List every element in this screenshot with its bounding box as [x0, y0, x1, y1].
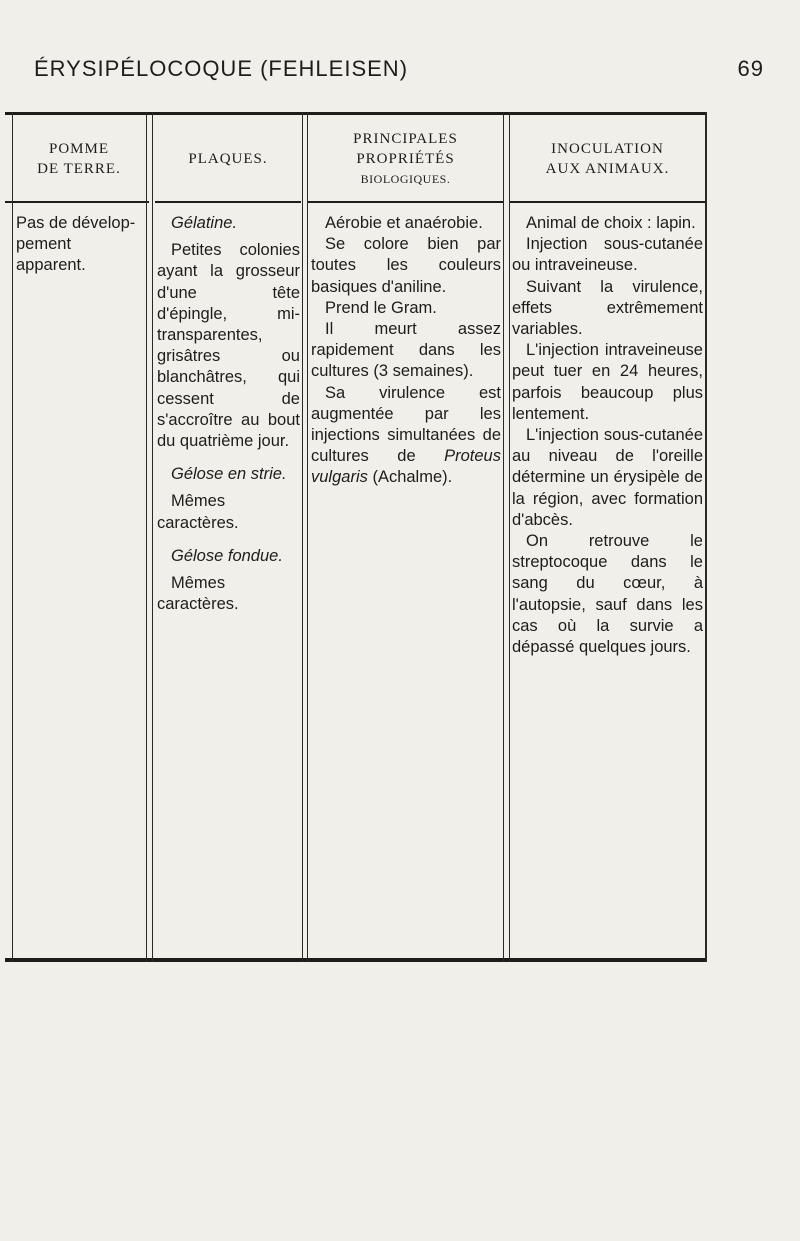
- subhead-gelose-fondue: Gélose fondue.: [171, 546, 283, 565]
- table-bottom-rule: [5, 958, 707, 962]
- cell-text: Injection sous-cutanée ou intraveineuse.: [512, 235, 703, 275]
- running-title: ÉRYSIPÉLOCOQUE (FEHLEISEN): [34, 56, 409, 81]
- cell-text: Animal de choix : lapin.: [526, 214, 696, 232]
- header-plaques: [155, 120, 301, 198]
- cell-inoculation: [512, 213, 703, 658]
- column-rule: [12, 112, 13, 962]
- header-text: BIOLOGIQUES.: [360, 172, 451, 186]
- cell-text: Pas de développement apparent.: [16, 214, 136, 275]
- column-rule: [146, 112, 147, 962]
- header-text: PLAQUES.: [188, 151, 268, 167]
- header-text: AUX ANIMAUX.: [545, 161, 670, 177]
- spacer: [157, 452, 300, 464]
- column-rule: [705, 112, 707, 962]
- cell-text: Il meurt assez rapidement dans les cultures (3 semaines).: [311, 320, 501, 381]
- header-rule: [509, 201, 707, 203]
- spacer: [157, 534, 300, 546]
- cell-text: Mêmes caractères.: [157, 574, 239, 614]
- cell-text: Mêmes caractères.: [157, 492, 239, 532]
- column-rule: [307, 112, 308, 962]
- header-text: PROPRIÉTÉS: [356, 151, 455, 167]
- cell-proprietes: [311, 213, 501, 489]
- column-rule: [509, 112, 510, 962]
- cell-text: [311, 383, 501, 489]
- cell-text: L'injection sous-cutanée au niveau de l'oreille détermine un érysipèle de la région, avec formation d'abcès.: [512, 426, 703, 529]
- subhead-gelose-strie: Gélose en strie.: [171, 465, 287, 484]
- cell-plaques: [157, 213, 300, 615]
- data-table: [5, 112, 707, 962]
- cell-text: Se colore bien par toutes les couleurs basiques d'aniline.: [311, 235, 501, 296]
- table-top-rule: [5, 112, 707, 115]
- running-head: [34, 56, 764, 96]
- cell-text: L'injection intraveineuse peut tuer en 24 heures, parfois beaucoup plus lentement.: [512, 341, 703, 423]
- header-proprietes: [309, 120, 502, 198]
- cell-text: Suivant la virulence, effets extrêmement variables.: [512, 277, 703, 339]
- cell-text: Prend le Gram.: [325, 298, 437, 317]
- cell-text: Aérobie et anaérobie.: [325, 214, 483, 232]
- subhead-gelatine: Gélatine.: [171, 214, 238, 232]
- cell-text: On retrouve le streptocoque dans le sang du cœur, à l'autopsie, sauf dans les cas où la survie a dépassé quelques jours.: [512, 532, 703, 657]
- column-rule: [302, 112, 303, 962]
- column-rule: [152, 112, 153, 962]
- column-rule: [503, 112, 504, 962]
- header-text: PRINCIPALES: [353, 131, 458, 147]
- header-text: INOCULATION: [551, 141, 664, 157]
- cell-pomme-de-terre: [16, 213, 142, 277]
- cell-text-part: (Achalme).: [367, 468, 453, 487]
- cell-text-part: Sa virulence est augmentée par les injections simultanées de cultures de: [311, 383, 501, 466]
- page-number: 69: [737, 56, 764, 81]
- header-text: POMME: [48, 141, 109, 157]
- cell-text: Petites colonies ayant la grosseur d'une tête d'épingle, mi-transparentes, grisâtres ou blanchâtres, qui cessent de s'accroître au bout du quatrième jour.: [157, 241, 300, 451]
- header-pomme-de-terre: [15, 120, 143, 198]
- header-rule: [155, 201, 301, 203]
- species-name: Proteus vulgaris: [311, 447, 501, 487]
- header-inoculation: [511, 120, 704, 198]
- header-rule: [307, 201, 503, 203]
- header-rule: [5, 201, 149, 203]
- header-text: DE TERRE.: [37, 161, 121, 177]
